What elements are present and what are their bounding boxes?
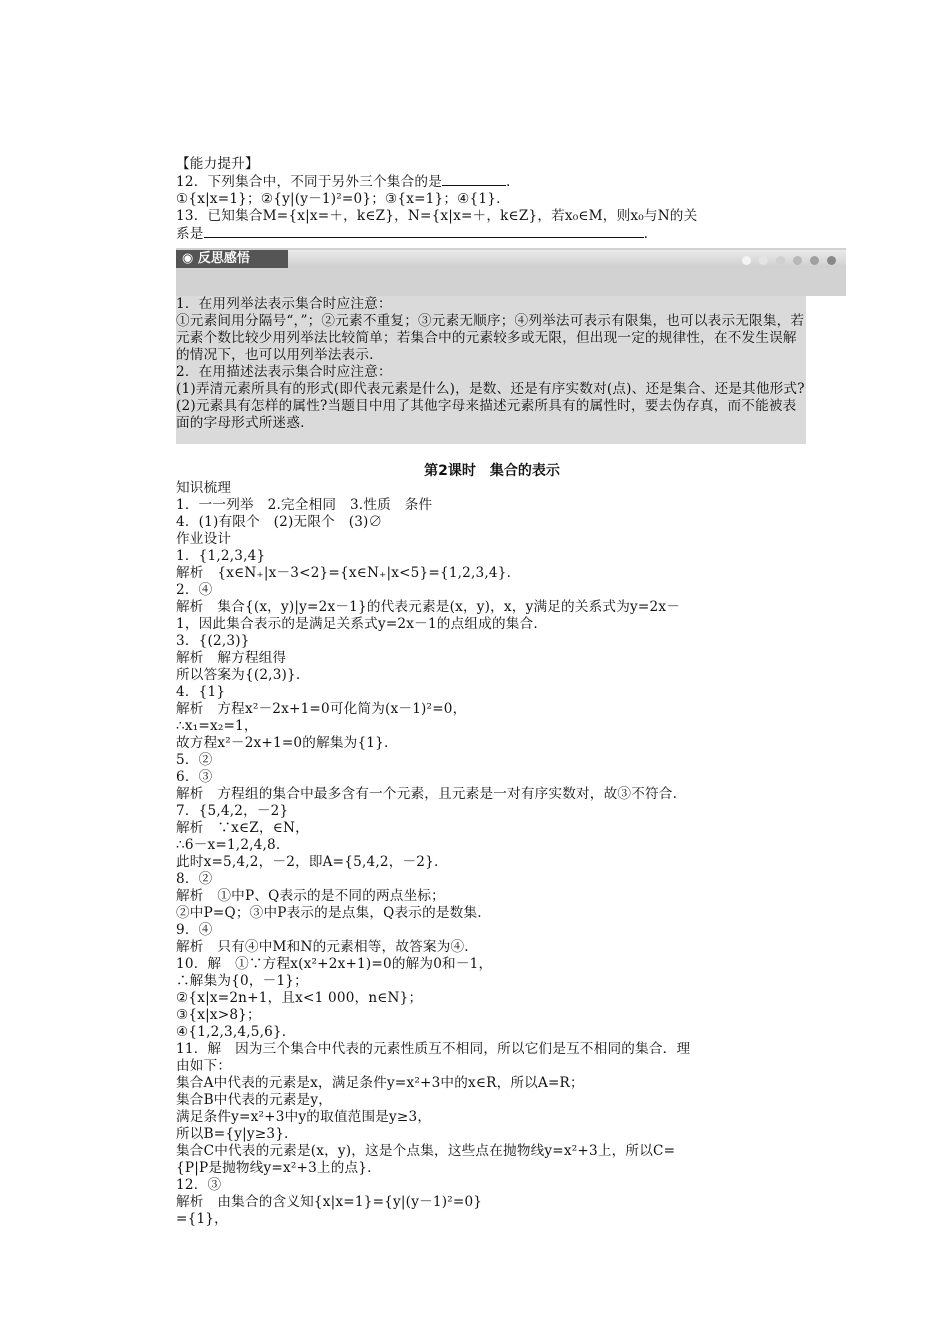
- answer-line: 4．(1)有限个 (2)无限个 (3)∅: [176, 514, 383, 530]
- question-12-options: ①{x|x=1}；②{y|(y－1)²=0}；③{x=1}；④{1}.: [176, 191, 501, 207]
- reflection-line: 1．在用列举法表示集合时应注意：: [176, 296, 392, 312]
- reflection-line: 2．在用描述法表示集合时应注意：: [176, 364, 392, 380]
- answer-line: ②{x|x=2n+1，且x<1 000，n∈N}；: [176, 990, 423, 1006]
- question-12: 12．下列集合中，不同于另外三个集合的是 .: [176, 174, 511, 190]
- answer-line: 1．{1,2,3,4}: [176, 548, 266, 564]
- answer-line: 解析 ∵x∈Z，∈N，: [176, 820, 309, 836]
- question-13-line1: 13．已知集合M={x|x=＋，k∈Z}，N={x|x=＋，k∈Z}，若x₀∈M，则x₀与N的关: [176, 208, 698, 224]
- reflection-line: ①元素间用分隔号“，”；②元素不重复；③元素无顺序；④列举法可表示有限集，也可以表示无限集，若元素个数比较少用列举法比较简单；若集合中的元素较多或无限，但出现一定的规律性，在不发生误解的情况下，也可以用列举法表示.: [176, 313, 805, 363]
- answer-line: ③{x|x>8}；: [176, 1007, 261, 1023]
- answer-line: 集合C中代表的元素是(x，y)，这是个点集，这些点在抛物线y=x²+3上，所以C=: [176, 1143, 676, 1159]
- reflection-line: (1)弄清元素所具有的形式(即代表元素是什么)，是数、还是有序实数对(点)、还是集合、还是其他形式?: [176, 381, 805, 397]
- answer-line: 12．③: [176, 1177, 222, 1193]
- reflection-banner: [176, 248, 846, 296]
- answer-line: 所以答案为{(2,3)}.: [176, 667, 301, 683]
- answer-line: 解析 方程x²－2x+1=0可化简为(x－1)²=0，: [176, 701, 467, 717]
- dot-icon: [827, 256, 836, 265]
- answer-line: 集合A中代表的元素是x，满足条件y=x²+3中的x∈R，所以A=R；: [176, 1075, 584, 1091]
- answer-blank: [204, 225, 644, 238]
- answer-line: 解析 集合{(x，y)|y=2x－1}的代表元素是(x，y)，x，y满足的关系式为y=2x－: [176, 599, 680, 615]
- answer-line: 5．②: [176, 752, 213, 768]
- answer-line: 6．③: [176, 769, 213, 785]
- answer-blank: [442, 173, 506, 186]
- answer-line: 此时x=5,4,2，－2，即A={5,4,2，－2}.: [176, 854, 439, 870]
- answer-line: 解析 解方程组得: [176, 650, 287, 666]
- answer-line: 9．④: [176, 922, 213, 938]
- dot-icon: [810, 256, 819, 265]
- answers-section: [176, 462, 808, 1228]
- answer-line: ②中P=Q；③中P表示的是点集，Q表示的是数集.: [176, 905, 482, 921]
- ability-section: [176, 156, 808, 243]
- answer-line: 3．{(2,3)}: [176, 633, 250, 649]
- dot-icon: [776, 256, 785, 265]
- answer-line: ∴6－x=1,2,4,8.: [176, 837, 281, 853]
- question-13-line2: 系是 .: [176, 226, 649, 242]
- answer-line: 2．④: [176, 582, 213, 598]
- answer-line: 8．②: [176, 871, 213, 887]
- answer-line: ={1}，: [176, 1211, 228, 1227]
- answer-line: ④{1,2,3,4,5,6}.: [176, 1024, 287, 1040]
- answer-line: 1，因此集合表示的是满足关系式y=2x－1的点组成的集合.: [176, 616, 538, 632]
- answer-line: 解析 {x∈N₊|x－3<2}={x∈N₊|x<5}={1,2,3,4}.: [176, 565, 512, 581]
- lesson-title: 第2课时 集合的表示: [424, 463, 560, 479]
- banner-strip: [288, 250, 846, 268]
- answer-line: 7．{5,4,2，－2}: [176, 803, 289, 819]
- answer-line: ∴解集为{0，－1}；: [176, 973, 308, 989]
- dot-icon: [793, 256, 802, 265]
- answer-line: 11．解 因为三个集合中代表的元素性质互不相同，所以它们是互不相同的集合．理: [176, 1041, 691, 1057]
- answer-line: 解析 ①中P、Q表示的是不同的两点坐标；: [176, 888, 445, 904]
- answer-line: 故方程x²－2x+1=0的解集为{1}.: [176, 735, 389, 751]
- reflection-box: [176, 296, 806, 444]
- answer-line: 满足条件y=x²+3中y的取值范围是y≥3，: [176, 1109, 432, 1125]
- answer-line: 10．解 ①∵方程x(x²+2x+1)=0的解为0和－1，: [176, 956, 493, 972]
- answer-line: 解析 由集合的含义知{x|x=1}={y|(y－1)²=0}: [176, 1194, 483, 1210]
- answer-line: 1．一一列举 2.完全相同 3.性质 条件: [176, 497, 433, 513]
- answer-line: 所以B={y|y≥3}.: [176, 1126, 289, 1142]
- answer-line: 由如下：: [176, 1058, 232, 1074]
- answer-line: 知识梳理: [176, 480, 232, 496]
- dot-icon: [759, 256, 768, 265]
- dot-icon: [742, 256, 751, 265]
- reflection-line: (2)元素具有怎样的属性?当题目中用了其他字母来描述元素所具有的属性时，要去伪存真，而不能被表面的字母形式所迷惑.: [176, 398, 797, 431]
- answer-line: {P|P是抛物线y=x²+3上的点}.: [176, 1160, 372, 1176]
- answer-list: [176, 480, 808, 1228]
- banner-label: ◉ 反思感悟: [176, 250, 288, 268]
- answer-line: 解析 方程组的集合中最多含有一个元素，且元素是一对有序实数对，故③不符合.: [176, 786, 678, 802]
- section-heading: 【能力提升】: [176, 156, 259, 172]
- answer-line: 4．{1}: [176, 684, 226, 700]
- answer-line: ∴x₁=x₂=1，: [176, 718, 258, 734]
- decorative-dots: [742, 256, 836, 265]
- answer-line: 集合B中代表的元素是y，: [176, 1092, 333, 1108]
- answer-line: 作业设计: [176, 531, 232, 547]
- answer-line: 解析 只有④中M和N的元素相等，故答案为④.: [176, 939, 469, 955]
